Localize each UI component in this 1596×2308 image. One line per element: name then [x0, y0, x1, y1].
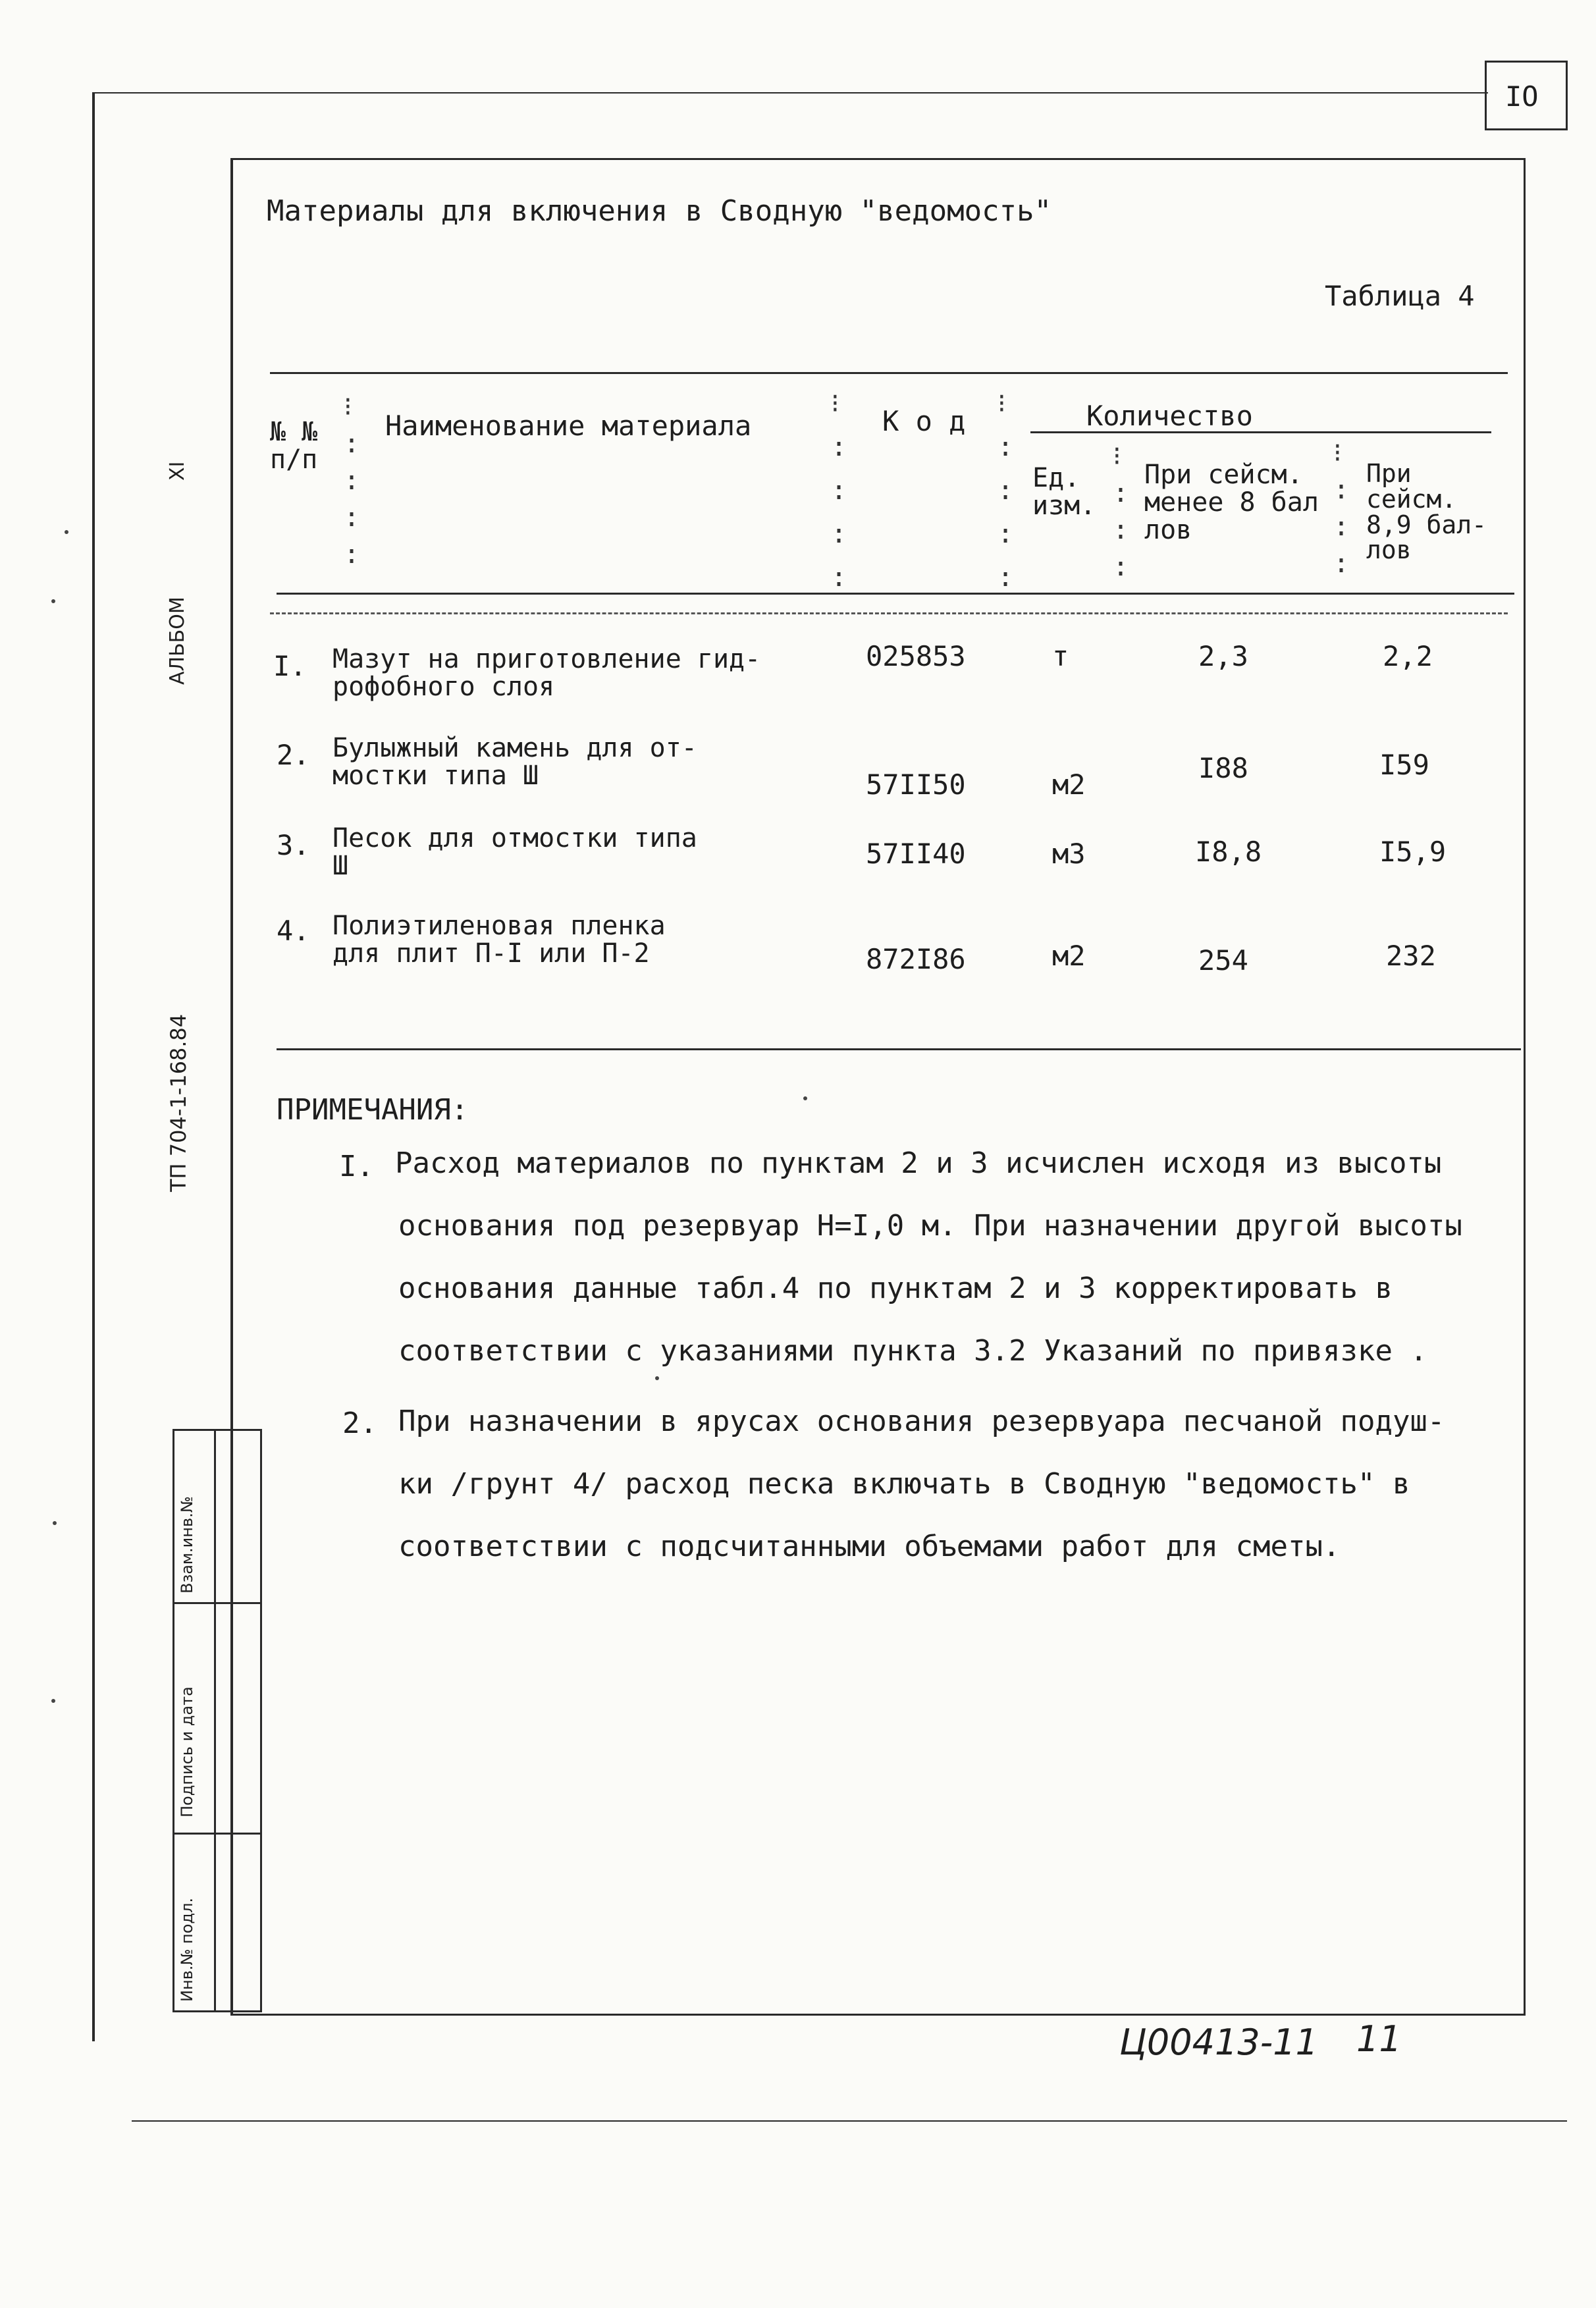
row-quantity-low: 254: [1198, 944, 1248, 977]
page-title: Материалы для включения в Сводную "ведомость": [267, 194, 1052, 228]
footer-doc-number: Ц00413-11: [1119, 2022, 1318, 2063]
header-quantity: Количество: [1086, 400, 1253, 432]
notes-heading: ПРИМЕЧАНИЯ:: [277, 1093, 469, 1127]
scan-speck: [51, 599, 55, 603]
table-top-rule: [270, 372, 1508, 374]
row-name: Булыжный камень для от- мостки типа Ш: [332, 733, 697, 791]
footer-page-number: 11: [1356, 2018, 1402, 2060]
row-code: 025853: [866, 640, 966, 672]
note-line: При назначении в ярусах основания резервуара песчаной подуш-: [398, 1405, 1445, 1438]
note-line: Расход материалов по пунктам 2 и 3 исчислен исходя из высоты: [395, 1146, 1442, 1180]
row-code: 872I86: [866, 943, 966, 975]
note-line: соответствии с указаниями пункта 3.2 Указаний по привязке .: [398, 1334, 1427, 1368]
outer-left-line: [92, 92, 95, 2041]
header-seismic-high: При сейсм. 8,9 бал- лов: [1366, 459, 1487, 565]
row-unit: м2: [1052, 768, 1086, 801]
note-line: основания под резервуар Н=I,0 м. При назначении другой высоты: [398, 1209, 1462, 1243]
header-code: К о д: [882, 405, 966, 437]
row-quantity-high: 2,2: [1383, 640, 1433, 672]
scan-speck: [803, 1096, 807, 1100]
row-name: Песок для отмостки типа Ш: [332, 823, 697, 881]
row-name: Мазут на приготовление гид- рофобного слоя: [332, 644, 761, 702]
stamp-inv-no: Инв.№ подл.: [178, 1898, 196, 2002]
sheet-number-box: [1485, 61, 1568, 130]
row-quantity-high: I5,9: [1379, 836, 1447, 868]
outer-bottom-line: [132, 2120, 1567, 2122]
header-dotted-rule: [270, 612, 1508, 614]
header-unit: Ед. изм.: [1032, 463, 1096, 521]
row-code: 57II40: [866, 838, 966, 870]
header-bottom-rule: [277, 593, 1514, 595]
table-bottom-rule: [277, 1048, 1521, 1050]
row-quantity-high: 232: [1386, 940, 1436, 972]
album-number: XI: [166, 461, 189, 481]
row-unit: т: [1052, 640, 1069, 672]
row-num: I.: [273, 650, 307, 682]
row-num: 3.: [277, 829, 310, 861]
note-num: I.: [339, 1150, 374, 1183]
header-num: № № п/п: [270, 417, 318, 475]
row-name: Полиэтиленовая пленка для плит П-I или П-2: [332, 911, 666, 969]
row-unit: м3: [1052, 838, 1086, 870]
sheet-number: IO: [1505, 80, 1539, 113]
row-num: 4.: [277, 915, 310, 947]
header-seismic-low: При сейсм. менее 8 бал лов: [1144, 460, 1319, 545]
note-line: основания данные табл.4 по пунктам 2 и 3 корректировать в: [398, 1272, 1393, 1305]
table-caption: Таблица 4: [1325, 280, 1475, 312]
row-quantity-low: I8,8: [1195, 836, 1262, 868]
row-num: 2.: [277, 739, 310, 771]
row-quantity-low: I88: [1198, 752, 1248, 784]
note-line: ки /грунт 4/ расход песка включать в Сводную "ведомость" в: [398, 1467, 1410, 1501]
scan-speck: [53, 1521, 57, 1525]
header-name: Наименование материала: [385, 410, 752, 442]
row-quantity-low: 2,3: [1198, 640, 1248, 672]
scan-speck: [65, 530, 68, 534]
note-line: соответствии с подсчитанными объемами работ для сметы.: [398, 1530, 1341, 1563]
scan-speck: [655, 1376, 659, 1380]
note-num: 2.: [342, 1407, 377, 1440]
row-unit: м2: [1052, 940, 1086, 972]
album-label: АЛЬБОМ: [166, 597, 189, 685]
stamp-replace-inv: Взам.инв.№: [178, 1496, 196, 1594]
scan-speck: [51, 1699, 55, 1703]
row-code: 57II50: [866, 768, 966, 801]
header-separators: ⁝ : : : :: [344, 392, 360, 570]
row-quantity-high: I59: [1379, 749, 1429, 781]
stamp-signature-date: Подпись и дата: [178, 1686, 196, 1817]
project-code: ТП 704-1-168.84: [166, 1013, 191, 1192]
outer-top-line: [92, 92, 1488, 94]
